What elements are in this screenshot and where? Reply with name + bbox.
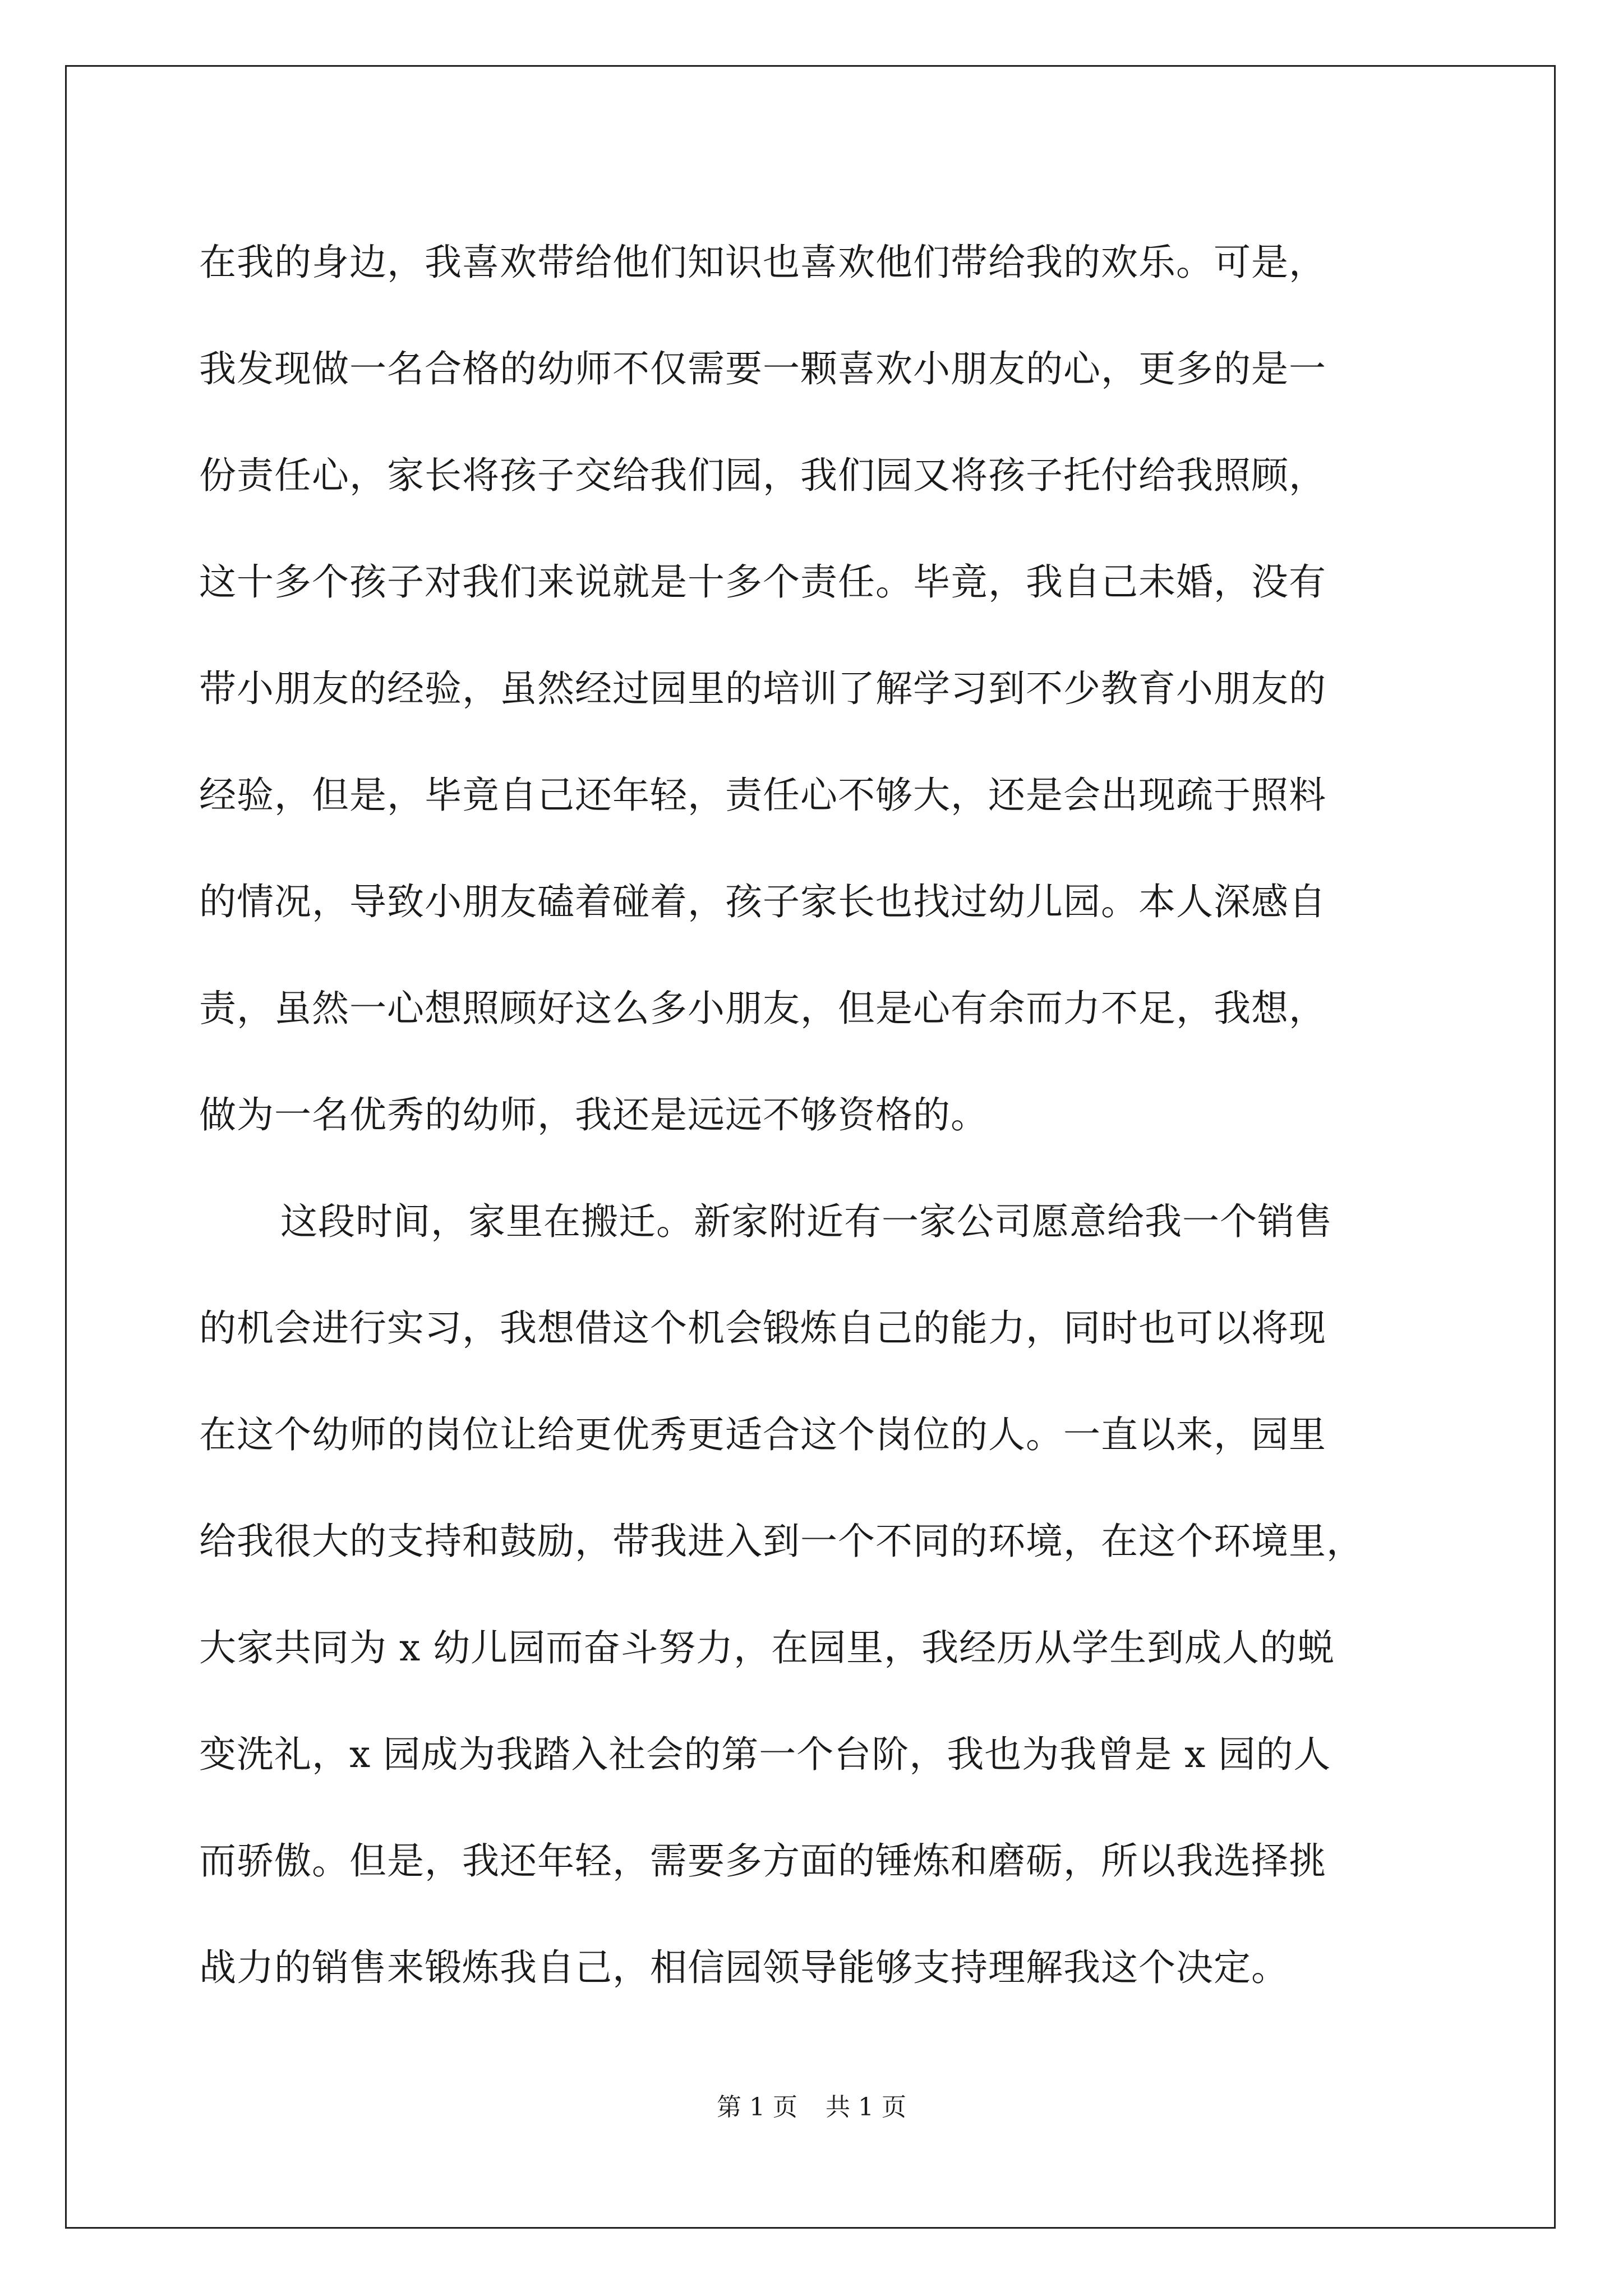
page-footer xyxy=(0,2087,1623,2123)
text-line: 而骄傲。但是，我还年轻，需要多方面的锤炼和磨砺，所以我选择挑 xyxy=(199,1839,1326,1883)
text-line: 责，虽然一心想照顾好这么多小朋友，但是心有余而力不足，我想， xyxy=(199,987,1326,1030)
text-line: 在这个幼师的岗位让给更优秀更适合这个岗位的人。一直以来，园里 xyxy=(199,1413,1326,1456)
text-line: 做为一名优秀的幼师，我还是远远不够资格的。 xyxy=(199,1093,988,1137)
text-line: 变洗礼，x 园成为我踏入社会的第一个台阶，我也为我曾是 x 园的人 xyxy=(199,1733,1331,1776)
text-line: 在我的身边，我喜欢带给他们知识也喜欢他们带给我的欢乐。可是， xyxy=(199,241,1326,284)
text-line: 份责任心，家长将孩子交给我们园，我们园又将孩子托付给我照顾， xyxy=(199,454,1326,497)
text-line: 的机会进行实习，我想借这个机会锻炼自己的能力，同时也可以将现 xyxy=(199,1306,1326,1350)
text-line: 这十多个孩子对我们来说就是十多个责任。毕竟，我自己未婚，没有 xyxy=(199,560,1326,604)
paragraph-start-line: 这段时间，家里在搬迁。新家附近有一家公司愿意给我一个销售 xyxy=(280,1200,1332,1243)
page-number: 第 1 页 xyxy=(717,2093,797,2122)
text-line: 经验，但是，毕竟自己还年轻，责任心不够大，还是会出现疏于照料 xyxy=(199,774,1326,817)
text-line: 战力的销售来锻炼我自己，相信园领导能够支持理解我这个决定。 xyxy=(199,1946,1289,1989)
text-line: 大家共同为 x 幼儿园而奋斗努力，在园里，我经历从学生到成人的蜕 xyxy=(199,1626,1335,1669)
page-total: 共 1 页 xyxy=(826,2093,906,2122)
text-line: 给我很大的支持和鼓励，带我进入到一个不同的环境，在这个环境里， xyxy=(199,1520,1364,1563)
text-line: 我发现做一名合格的幼师不仅需要一颗喜欢小朋友的心，更多的是一 xyxy=(199,347,1326,390)
text-line: 带小朋友的经验，虽然经过园里的培训了解学习到不少教育小朋友的 xyxy=(199,667,1326,710)
document-body xyxy=(199,209,1438,2021)
text-line: 的情况，导致小朋友磕着碰着，孩子家长也找过幼儿园。本人深感自 xyxy=(199,880,1326,923)
